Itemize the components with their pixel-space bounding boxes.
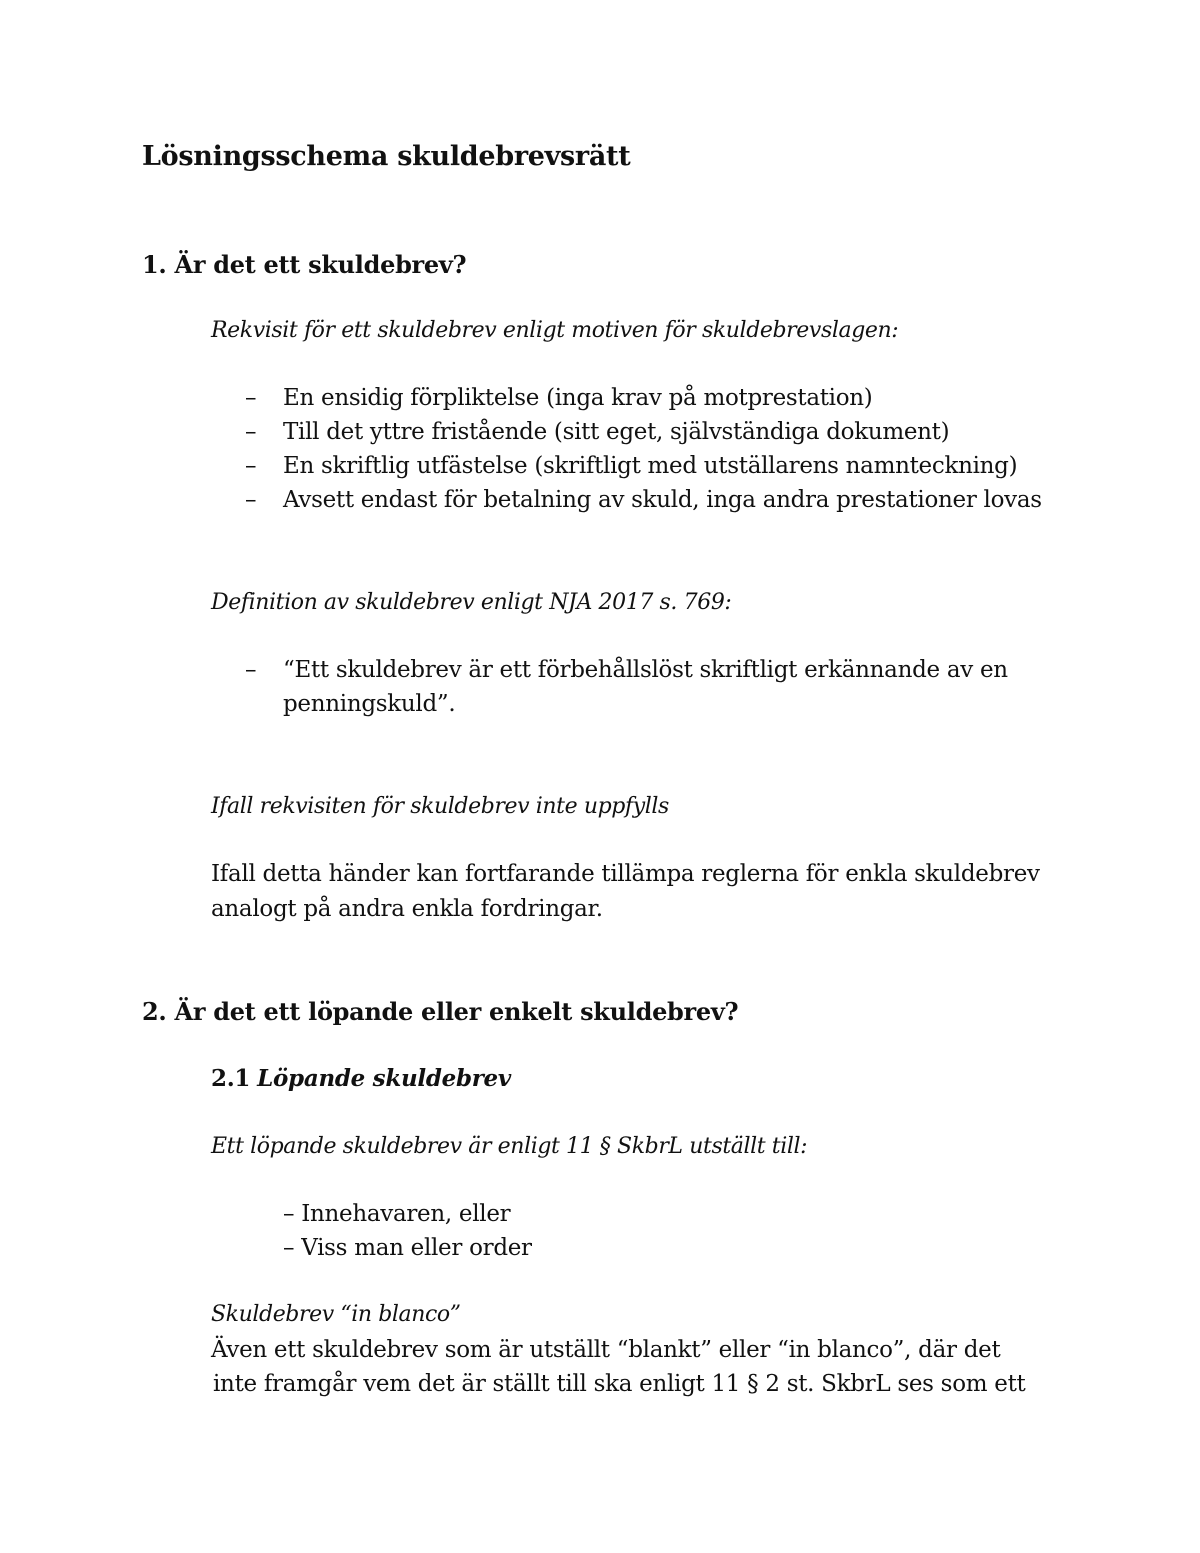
- blanco-heading: Skuldebrev “in blanco”: [211, 1302, 461, 1327]
- section-1-heading: 1. Är det ett skuldebrev?: [142, 250, 467, 279]
- dash-marker: –: [245, 385, 257, 411]
- dash-marker: –: [245, 419, 257, 445]
- paragraph-line: Även ett skuldebrev som är utställt “blankt” eller “in blanco”, där det: [211, 1337, 1001, 1363]
- paragraph-line: inte framgår vem det är ställt till ska enligt 11 § 2 st. SkbrL ses som ett: [213, 1371, 1026, 1397]
- unfulfilled-heading: Ifall rekvisiten för skuldebrev inte uppfylls: [211, 794, 669, 819]
- section-2-heading: 2. Är det ett löpande eller enkelt skuldebrev?: [142, 997, 739, 1026]
- definition-line: penningskuld”.: [283, 691, 456, 717]
- definition-intro: Definition av skuldebrev enligt NJA 2017 s. 769:: [211, 590, 732, 615]
- dash-marker: –: [245, 487, 257, 513]
- paragraph-line: Ifall detta händer kan fortfarande tillämpa reglerna för enkla skuldebrev: [211, 861, 1040, 887]
- dash-marker: –: [245, 453, 257, 479]
- dash-marker: –: [245, 657, 257, 683]
- requisites-intro: Rekvisit för ett skuldebrev enligt motiven för skuldebrevslagen:: [211, 318, 899, 343]
- list-item-text: En ensidig förpliktelse (inga krav på motprestation): [283, 385, 873, 411]
- paragraph-line: analogt på andra enkla fordringar.: [211, 896, 603, 922]
- list-item: – Viss man eller order: [283, 1235, 532, 1261]
- definition-line: “Ett skuldebrev är ett förbehållslöst skriftligt erkännande av en: [283, 657, 1008, 683]
- list-item-text: En skriftlig utfästelse (skriftligt med utställarens namnteckning): [283, 453, 1018, 479]
- subsection-heading: [211, 1065, 511, 1092]
- list-item-text: Till det yttre fristående (sitt eget, självständiga dokument): [283, 419, 950, 445]
- subsection-number: 2.1: [211, 1065, 251, 1092]
- list-item: – Innehavaren, eller: [283, 1201, 511, 1227]
- lopande-intro: Ett löpande skuldebrev är enligt 11 § SkbrL utställt till:: [211, 1134, 808, 1159]
- subsection-label: Löpande skuldebrev: [257, 1065, 511, 1092]
- document-title: Lösningsschema skuldebrevsrätt: [142, 141, 631, 172]
- list-item-text: Avsett endast för betalning av skuld, inga andra prestationer lovas: [283, 487, 1042, 513]
